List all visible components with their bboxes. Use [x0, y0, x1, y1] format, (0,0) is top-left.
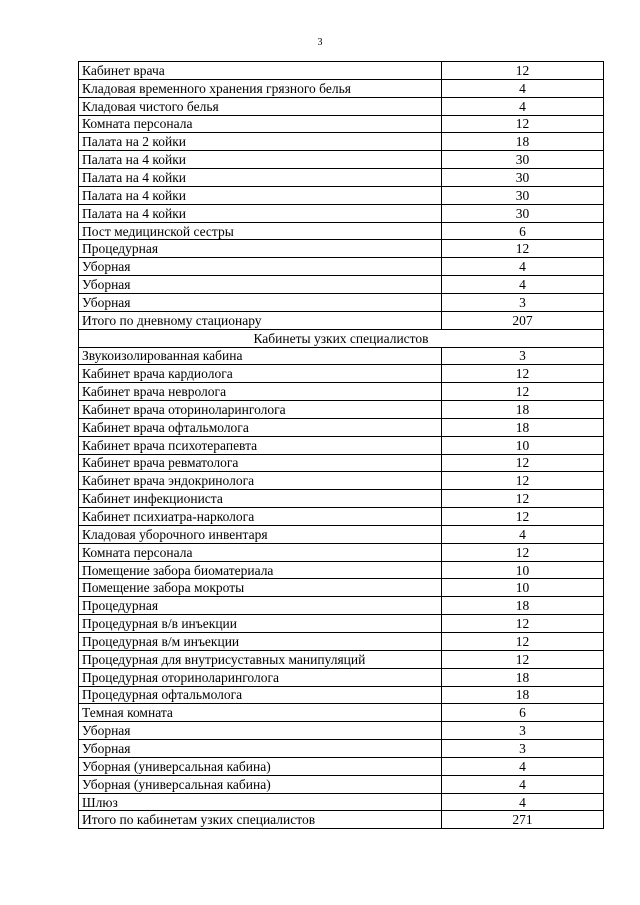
table-row	[79, 365, 604, 383]
table-row	[79, 525, 604, 543]
page-number: 3	[317, 37, 323, 48]
room-area: 10	[442, 561, 604, 579]
room-name: Палата на 4 койки	[79, 204, 442, 222]
room-area: 4	[442, 525, 604, 543]
room-name: Помещение забора биоматериала	[79, 561, 442, 579]
room-name: Уборная	[79, 740, 442, 758]
table-row	[79, 436, 604, 454]
room-name: Палата на 2 койки	[79, 133, 442, 151]
room-area: 30	[442, 151, 604, 169]
table-row	[79, 740, 604, 758]
room-area: 4	[442, 258, 604, 276]
room-name: Кабинет врача невролога	[79, 383, 442, 401]
room-name: Кабинет врача психотерапевта	[79, 436, 442, 454]
room-area: 18	[442, 668, 604, 686]
table-row	[79, 133, 604, 151]
total-row	[79, 811, 604, 829]
room-name: Процедурная	[79, 240, 442, 258]
room-name: Палата на 4 койки	[79, 151, 442, 169]
table-row	[79, 775, 604, 793]
room-area: 30	[442, 169, 604, 187]
room-area: 18	[442, 401, 604, 419]
room-area: 3	[442, 740, 604, 758]
table-row	[79, 401, 604, 419]
room-area: 12	[442, 365, 604, 383]
room-area: 4	[442, 97, 604, 115]
table-row	[79, 508, 604, 526]
table-row	[79, 650, 604, 668]
rooms-area-table	[78, 61, 604, 829]
room-name: Кабинет инфекциониста	[79, 490, 442, 508]
table-row	[79, 454, 604, 472]
table-row	[79, 186, 604, 204]
room-area: 3	[442, 722, 604, 740]
table-row	[79, 293, 604, 311]
room-name: Кладовая уборочного инвентаря	[79, 525, 442, 543]
table-row	[79, 722, 604, 740]
table-row	[79, 222, 604, 240]
table-row	[79, 62, 604, 80]
room-area: 12	[442, 240, 604, 258]
table-row	[79, 79, 604, 97]
room-name: Процедурная для внутрисуставных манипуляций	[79, 650, 442, 668]
total-row	[79, 311, 604, 329]
room-name: Шлюз	[79, 793, 442, 811]
room-name: Уборная	[79, 293, 442, 311]
room-area: 4	[442, 775, 604, 793]
room-name: Уборная (универсальная кабина)	[79, 757, 442, 775]
table-row	[79, 561, 604, 579]
room-area: 12	[442, 633, 604, 651]
total-area: 271	[442, 811, 604, 829]
room-area: 4	[442, 793, 604, 811]
room-area: 12	[442, 454, 604, 472]
room-area: 12	[442, 115, 604, 133]
rooms-table-body	[79, 62, 604, 829]
room-name: Помещение забора мокроты	[79, 579, 442, 597]
room-area: 3	[442, 347, 604, 365]
room-name: Звукоизолированная кабина	[79, 347, 442, 365]
room-name: Комната персонала	[79, 543, 442, 561]
room-area: 18	[442, 686, 604, 704]
room-area: 10	[442, 436, 604, 454]
table-row	[79, 686, 604, 704]
room-name: Процедурная оториноларинголога	[79, 668, 442, 686]
total-area: 207	[442, 311, 604, 329]
room-area: 18	[442, 418, 604, 436]
room-area: 30	[442, 186, 604, 204]
room-area: 4	[442, 757, 604, 775]
room-area: 3	[442, 293, 604, 311]
table-row	[79, 668, 604, 686]
room-area: 12	[442, 62, 604, 80]
room-name: Кабинет врача оториноларинголога	[79, 401, 442, 419]
room-name: Пост медицинской сестры	[79, 222, 442, 240]
table-row	[79, 490, 604, 508]
room-area: 4	[442, 79, 604, 97]
room-area: 4	[442, 276, 604, 294]
table-row	[79, 418, 604, 436]
room-name: Палата на 4 койки	[79, 169, 442, 187]
table-row	[79, 204, 604, 222]
room-name: Палата на 4 койки	[79, 186, 442, 204]
section-header-row	[79, 329, 604, 347]
room-area: 30	[442, 204, 604, 222]
table-row	[79, 633, 604, 651]
room-name: Кладовая временного хранения грязного белья	[79, 79, 442, 97]
room-name: Комната персонала	[79, 115, 442, 133]
table-row	[79, 704, 604, 722]
room-area: 10	[442, 579, 604, 597]
room-area: 12	[442, 508, 604, 526]
table-row	[79, 258, 604, 276]
room-area: 12	[442, 650, 604, 668]
room-name: Уборная (универсальная кабина)	[79, 775, 442, 793]
total-label: Итого по дневному стационару	[79, 311, 442, 329]
table-row	[79, 97, 604, 115]
room-name: Процедурная	[79, 597, 442, 615]
table-row	[79, 615, 604, 633]
table-row	[79, 240, 604, 258]
table-row	[79, 472, 604, 490]
table-row	[79, 597, 604, 615]
room-area: 12	[442, 615, 604, 633]
room-area: 12	[442, 472, 604, 490]
table-row	[79, 543, 604, 561]
table-row	[79, 579, 604, 597]
room-name: Кабинет врача ревматолога	[79, 454, 442, 472]
room-area: 6	[442, 704, 604, 722]
room-area: 18	[442, 597, 604, 615]
table-row	[79, 347, 604, 365]
room-area: 12	[442, 490, 604, 508]
table-row	[79, 151, 604, 169]
table-row	[79, 276, 604, 294]
table-row	[79, 169, 604, 187]
total-label: Итого по кабинетам узких специалистов	[79, 811, 442, 829]
room-name: Кабинет врача кардиолога	[79, 365, 442, 383]
section-title: Кабинеты узких специалистов	[79, 329, 604, 347]
room-name: Кабинет психиатра-нарколога	[79, 508, 442, 526]
room-name: Уборная	[79, 258, 442, 276]
room-name: Кабинет врача	[79, 62, 442, 80]
table-row	[79, 383, 604, 401]
table-row	[79, 115, 604, 133]
room-name: Процедурная офтальмолога	[79, 686, 442, 704]
table-row	[79, 757, 604, 775]
room-name: Процедурная в/в инъекции	[79, 615, 442, 633]
room-name: Кабинет врача офтальмолога	[79, 418, 442, 436]
room-area: 18	[442, 133, 604, 151]
room-name: Кладовая чистого белья	[79, 97, 442, 115]
room-area: 12	[442, 543, 604, 561]
room-name: Темная комната	[79, 704, 442, 722]
room-name: Процедурная в/м инъекции	[79, 633, 442, 651]
room-area: 6	[442, 222, 604, 240]
table-row	[79, 793, 604, 811]
room-name: Уборная	[79, 722, 442, 740]
room-area: 12	[442, 383, 604, 401]
room-name: Кабинет врача эндокринолога	[79, 472, 442, 490]
room-name: Уборная	[79, 276, 442, 294]
